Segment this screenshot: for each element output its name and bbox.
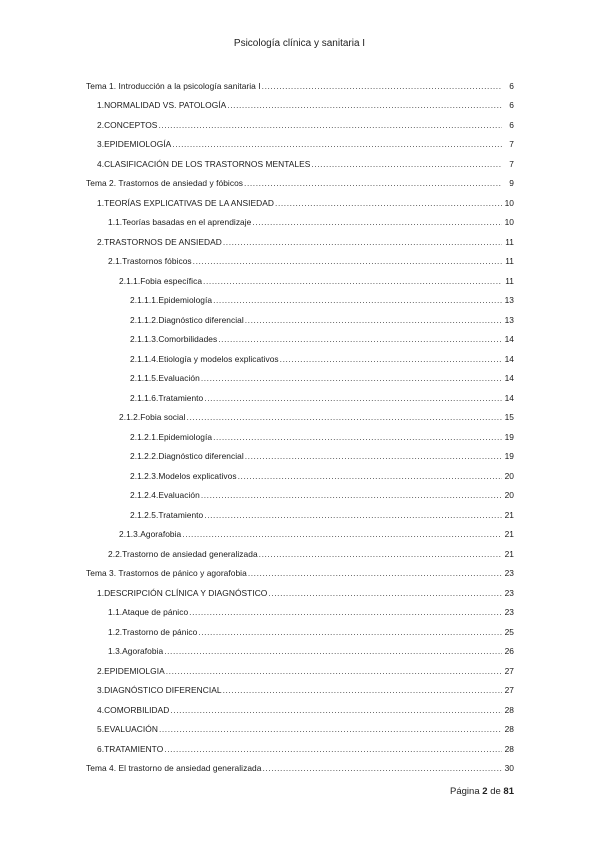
toc-entry-title: 2.1.2.3.Modelos explicativos [130,470,237,481]
toc-entry-page-number: 13 [504,295,514,305]
toc-entry-page-number: 23 [504,587,514,598]
toc-entry-title: 2.2.Trastorno de ansiedad generalizada [108,548,258,559]
toc-entry[interactable] [86,247,514,267]
toc-entry[interactable] [86,676,514,696]
toc-dot-leader [182,529,502,539]
toc-entry-page-number: 7 [509,158,514,169]
toc-entry-page-number: 11 [505,236,514,247]
toc-entry-title: 2.1.1.5.Evaluación [130,373,200,383]
toc-entry-page-number: 21 [504,548,514,559]
toc-entry[interactable] [86,598,514,618]
toc-entry-title: 1.1.Ataque de pánico [108,607,189,617]
toc-entry-title: 2.1.1.3.Comorbilidades [130,334,218,344]
toc-dot-leader [213,295,502,305]
toc-entry-page-number: 25 [504,626,514,637]
toc-entry-page-number: 10 [504,217,514,227]
toc-entry-page-number: 14 [504,373,514,383]
toc-dot-leader [252,217,502,227]
toc-dot-leader [164,646,502,656]
toc-entry-page-number: 6 [509,80,514,91]
toc-entry[interactable] [86,169,514,189]
toc-entry[interactable] [86,578,514,598]
toc-entry-page-number: 20 [504,470,514,481]
toc-dot-leader [187,412,502,422]
toc-entry[interactable] [86,208,514,228]
toc-entry-title: 2.1.1.6.Tratamiento [130,392,204,403]
toc-entry-title: 1.TEORÍAS EXPLICATIVAS DE LA ANSIEDAD [97,197,275,208]
toc-entry-title: 2.1.2.2.Diagnóstico diferencial [130,451,244,461]
toc-entry-page-number: 26 [504,646,514,656]
toc-entry-page-number: 21 [504,529,514,539]
page-header-title: Psicología clínica y sanitaria I [233,38,366,49]
toc-entry-page-number: 10 [504,197,514,208]
toc-entry[interactable] [86,383,514,403]
toc-entry-title: 5.EVALUACIÓN [97,724,158,734]
toc-dot-leader [203,276,502,286]
toc-entry[interactable] [86,539,514,559]
toc-entry-page-number: 19 [504,451,514,461]
toc-dot-leader [201,490,502,500]
toc-entry[interactable] [86,364,514,384]
toc-entry-title: 1.NORMALIDAD VS. PATOLOGÍA [97,100,227,110]
toc-dot-leader [268,588,502,598]
toc-entry-page-number: 9 [509,178,514,188]
toc-entry[interactable] [86,344,514,364]
toc-entry[interactable] [86,91,514,111]
toc-entry-page-number: 27 [504,685,514,695]
current-page-number: 2 [482,786,488,797]
toc-entry[interactable] [86,520,514,540]
toc-dot-leader [204,510,502,520]
toc-entry[interactable] [86,110,514,130]
toc-dot-leader [262,81,502,91]
toc-entry-page-number: 28 [504,704,514,715]
toc-dot-leader [218,334,502,344]
toc-dot-leader [223,685,502,695]
toc-dot-leader [248,568,502,578]
toc-entry-page-number: 6 [509,119,514,130]
page-separator: de [490,786,501,797]
toc-dot-leader [204,393,502,403]
toc-entry[interactable] [86,734,514,754]
toc-entry[interactable] [86,286,514,306]
toc-dot-leader [262,763,502,773]
toc-entry-title: 1.1.Teorías basadas en el aprendizaje [108,217,252,227]
toc-entry[interactable] [86,461,514,481]
toc-entry[interactable] [86,266,514,286]
toc-entry-title: 2.1.1.1.Epidemiología [130,295,213,305]
toc-dot-leader [201,373,502,383]
toc-entry[interactable] [86,149,514,169]
toc-entry-page-number: 7 [509,139,514,149]
toc-entry-title: 1.2.Trastorno de pánico [108,626,198,637]
toc-dot-leader [159,724,502,734]
toc-entry[interactable] [86,188,514,208]
toc-dot-leader [275,198,502,208]
toc-dot-leader [245,451,502,461]
toc-entry-title: 2.TRASTORNOS DE ANSIEDAD [97,236,222,247]
toc-entry[interactable] [86,227,514,247]
toc-dot-leader [213,432,502,442]
toc-entry-page-number: 20 [504,490,514,500]
toc-dot-leader [238,471,502,481]
toc-entry[interactable] [86,500,514,520]
toc-entry[interactable] [86,637,514,657]
toc-entry-title: Tema 2. Trastornos de ansiedad y fóbicos [86,178,244,188]
toc-entry-title: 2.1.2.Fobia social [119,412,186,422]
toc-entry[interactable] [86,715,514,735]
toc-dot-leader [193,256,502,266]
toc-entry-title: 2.1.Trastornos fóbicos [108,256,192,266]
page-number-footer [450,786,514,797]
toc-entry-title: 2.1.3.Agorafobia [119,529,182,539]
toc-entry-title: Tema 3. Trastornos de pánico y agorafobia [86,568,247,578]
toc-dot-leader [158,120,502,130]
toc-entry-page-number: 11 [505,275,514,286]
toc-entry-page-number: 13 [504,314,514,325]
page-label: Página [450,786,480,797]
toc-entry[interactable] [86,481,514,501]
toc-dot-leader [166,666,502,676]
toc-dot-leader [227,100,502,110]
toc-entry-title: 1.3.Agorafobia [108,646,164,656]
toc-entry-title: 2.1.1.4.Etiología y modelos explicativos [130,353,279,364]
toc-entry-page-number: 28 [504,743,514,754]
toc-entry-page-number: 23 [504,607,514,617]
toc-dot-leader [245,315,502,325]
toc-entry-page-number: 30 [504,763,514,773]
total-pages-number: 81 [503,786,514,797]
toc-entry-title: 6.TRATAMIENTO [97,743,164,754]
table-of-contents [86,71,514,773]
toc-entry[interactable] [86,695,514,715]
toc-entry-title: Tema 4. El trastorno de ansiedad generalizada [86,763,262,773]
toc-entry-page-number: 21 [504,509,514,520]
toc-entry[interactable] [86,305,514,325]
toc-entry-title: 1.DESCRIPCIÓN CLÍNICA Y DIAGNÓSTICO [97,587,268,598]
toc-entry[interactable] [86,754,514,774]
toc-entry[interactable] [86,325,514,345]
toc-entry-page-number: 27 [504,665,514,676]
toc-entry-page-number: 28 [504,724,514,734]
toc-entry-page-number: 14 [504,392,514,403]
toc-entry[interactable] [86,559,514,579]
toc-entry[interactable] [86,656,514,676]
toc-entry-title: 2.CONCEPTOS [97,119,158,130]
toc-entry[interactable] [86,403,514,423]
toc-dot-leader [164,744,502,754]
toc-entry-page-number: 23 [504,568,514,578]
toc-entry-page-number: 11 [505,256,514,266]
toc-entry[interactable] [86,422,514,442]
toc-dot-leader [170,705,502,715]
toc-entry-title: 3.EPIDEMIOLOGÍA [97,139,172,149]
toc-entry-title: 2.1.2.1.Epidemiología [130,431,213,442]
toc-entry-title: 3.DIAGNÓSTICO DIFERENCIAL [97,685,222,695]
toc-entry-page-number: 19 [504,431,514,442]
toc-dot-leader [223,237,502,247]
toc-entry-title: 4.COMORBILIDAD [97,704,170,715]
toc-entry-title: 2.1.1.2.Diagnóstico diferencial [130,314,244,325]
toc-dot-leader [259,549,502,559]
toc-entry[interactable] [86,130,514,150]
toc-entry-page-number: 6 [509,100,514,110]
toc-dot-leader [189,607,502,617]
toc-entry-title: 4.CLASIFICACIÓN DE LOS TRASTORNOS MENTALES [97,158,311,169]
toc-dot-leader [244,178,502,188]
toc-entry-title: 2.1.2.5.Tratamiento [130,509,204,520]
toc-dot-leader [198,627,502,637]
toc-entry-title: 2.1.2.4.Evaluación [130,490,200,500]
toc-entry[interactable] [86,617,514,637]
toc-entry-title: 2.1.1.Fobia específica [119,275,203,286]
toc-dot-leader [280,354,502,364]
toc-dot-leader [172,139,502,149]
toc-entry-page-number: 14 [504,334,514,344]
toc-entry-title: Tema 1. Introducción a la psicología sanitaria I [86,80,261,91]
toc-entry[interactable] [86,442,514,462]
toc-entry-title: 2.EPIDEMIOLGIA [97,665,165,676]
toc-dot-leader [311,159,502,169]
toc-entry-page-number: 14 [504,353,514,364]
toc-entry-page-number: 15 [504,412,514,422]
toc-entry[interactable] [86,71,514,91]
